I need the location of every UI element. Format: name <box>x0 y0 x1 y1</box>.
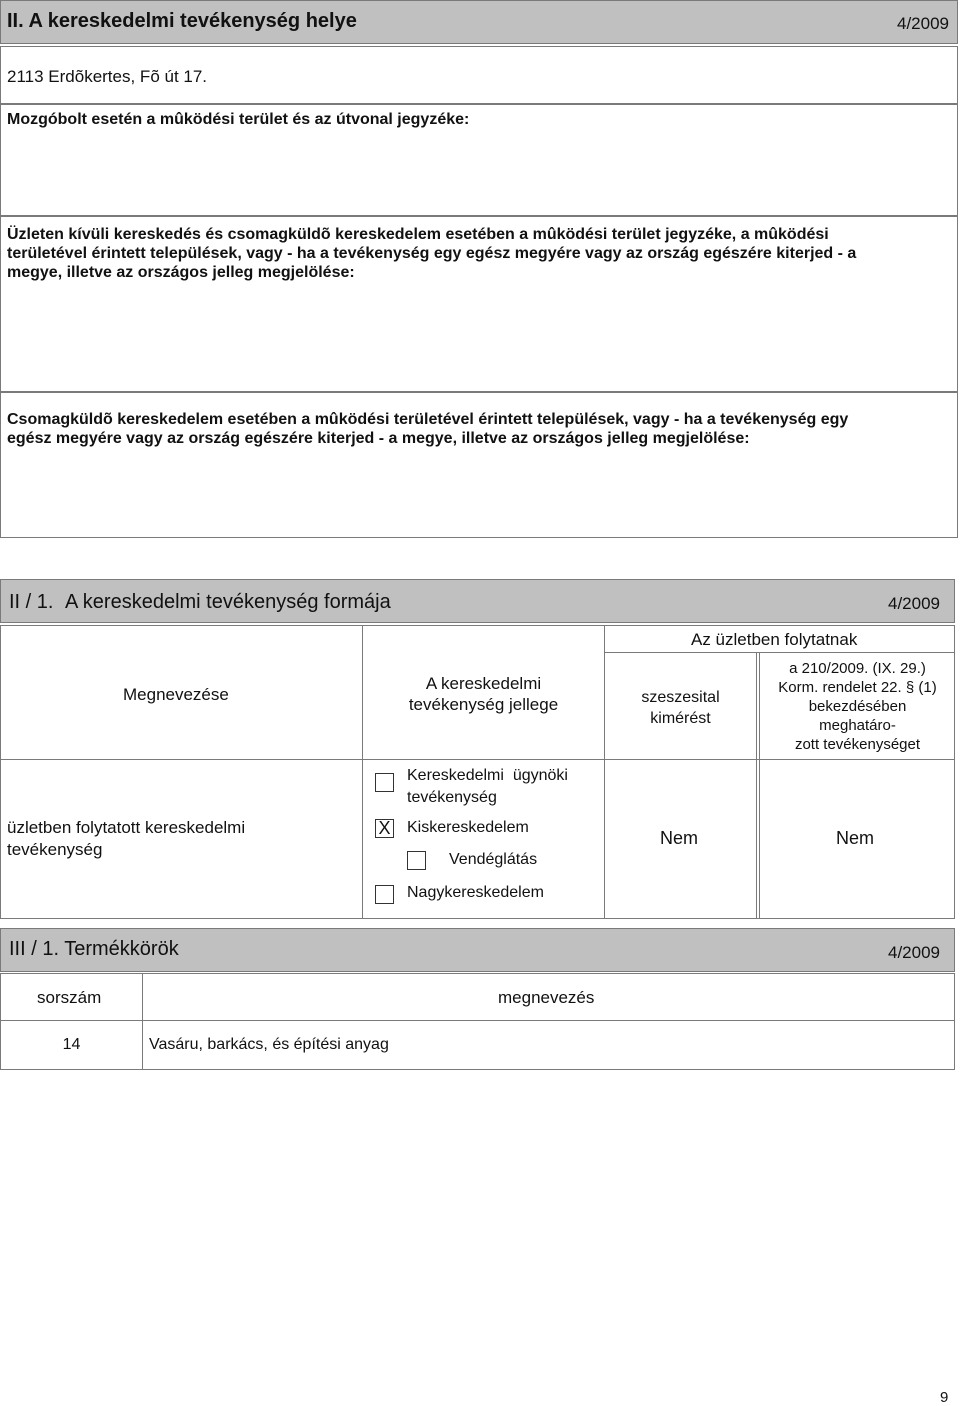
regulated-value: Nem <box>836 828 875 848</box>
option-agent-label: Kereskedelmi ügynöki tevékenység <box>407 767 568 806</box>
col-num-header: sorszám <box>37 988 102 1007</box>
col-group-header: Az üzletben folytatnak <box>691 630 858 649</box>
page-number: 9 <box>940 1389 949 1406</box>
table-row <box>1 1021 955 1070</box>
address-value: 2113 Erdõkertes, Fõ út 17. <box>7 67 208 86</box>
section2-title: II. A kereskedelmi tevékenység helye <box>7 10 357 32</box>
checkbox-wholesale[interactable] <box>375 885 394 904</box>
section2-1-number: II / 1. <box>9 591 54 613</box>
checkbox-hospitality[interactable] <box>407 851 426 870</box>
option-retail-label: Kiskereskedelem <box>407 819 529 836</box>
mobile-area-box <box>0 104 958 216</box>
option-hospitality-label: Vendéglátás <box>449 851 538 868</box>
col-name-header: Megnevezése <box>123 685 229 704</box>
product-table <box>0 973 955 1070</box>
section2-1-header <box>0 579 955 623</box>
activity-form-table <box>0 625 955 919</box>
col-nature-header: A kereskedelmi tevékenység jellege <box>408 674 559 714</box>
section2-1-code: 4/2009 <box>888 594 940 613</box>
section2-code: 4/2009 <box>897 14 949 33</box>
col-alcohol-header: szeszesital kimérést <box>641 689 720 727</box>
outside-trade-label: Üzleten kívüli kereskedés és csomagküldõ kereskedelem esetében a mûködési terület jegyzéke, a mûködési területével érintett települések, vagy - ha a tevékenység egy egész megyére vagy az ország egészére kiterjed - a megye, illetve az országos jelleg megjelölése: <box>7 226 857 281</box>
col-regulated-header: a 210/2009. (IX. 29.) Korm. rendelet 22. § (1) bekezdésében meghatáro- zott tevékenységet <box>778 660 937 753</box>
mailorder-label: Csomagküldõ kereskedelem esetében a mûködési területével érintett települések, vagy - ha a tevékenység egy egész megyére vagy az ország egészére kiterjed - a megye, illetve az országos jelleg megjelölése: <box>7 411 849 447</box>
section3-1-header <box>0 928 955 972</box>
section3-1-title: III / 1. Termékkörök <box>9 938 179 960</box>
row-product-name: Vasáru, barkács, és építési anyag <box>149 1036 389 1053</box>
row-activity-name: üzletben folytatott kereskedelmi tevékenység <box>7 818 246 859</box>
mailorder-box <box>0 392 958 538</box>
alcohol-value: Nem <box>660 828 699 848</box>
checkbox-agent[interactable] <box>375 773 394 792</box>
checkbox-retail[interactable]: X <box>375 819 394 838</box>
mobile-area-label: Mozgóbolt esetén a mûködési terület és az útvonal jegyzéke: <box>7 111 470 128</box>
section2-header <box>0 0 958 44</box>
option-wholesale-label: Nagykereskedelem <box>407 884 544 901</box>
row-num: 14 <box>62 1036 81 1053</box>
col-product-header: megnevezés <box>498 988 595 1007</box>
outside-trade-box <box>0 216 958 392</box>
address-box <box>0 46 958 104</box>
section2-1-title: A kereskedelmi tevékenység formája <box>65 591 391 613</box>
section3-1-code: 4/2009 <box>888 943 940 962</box>
